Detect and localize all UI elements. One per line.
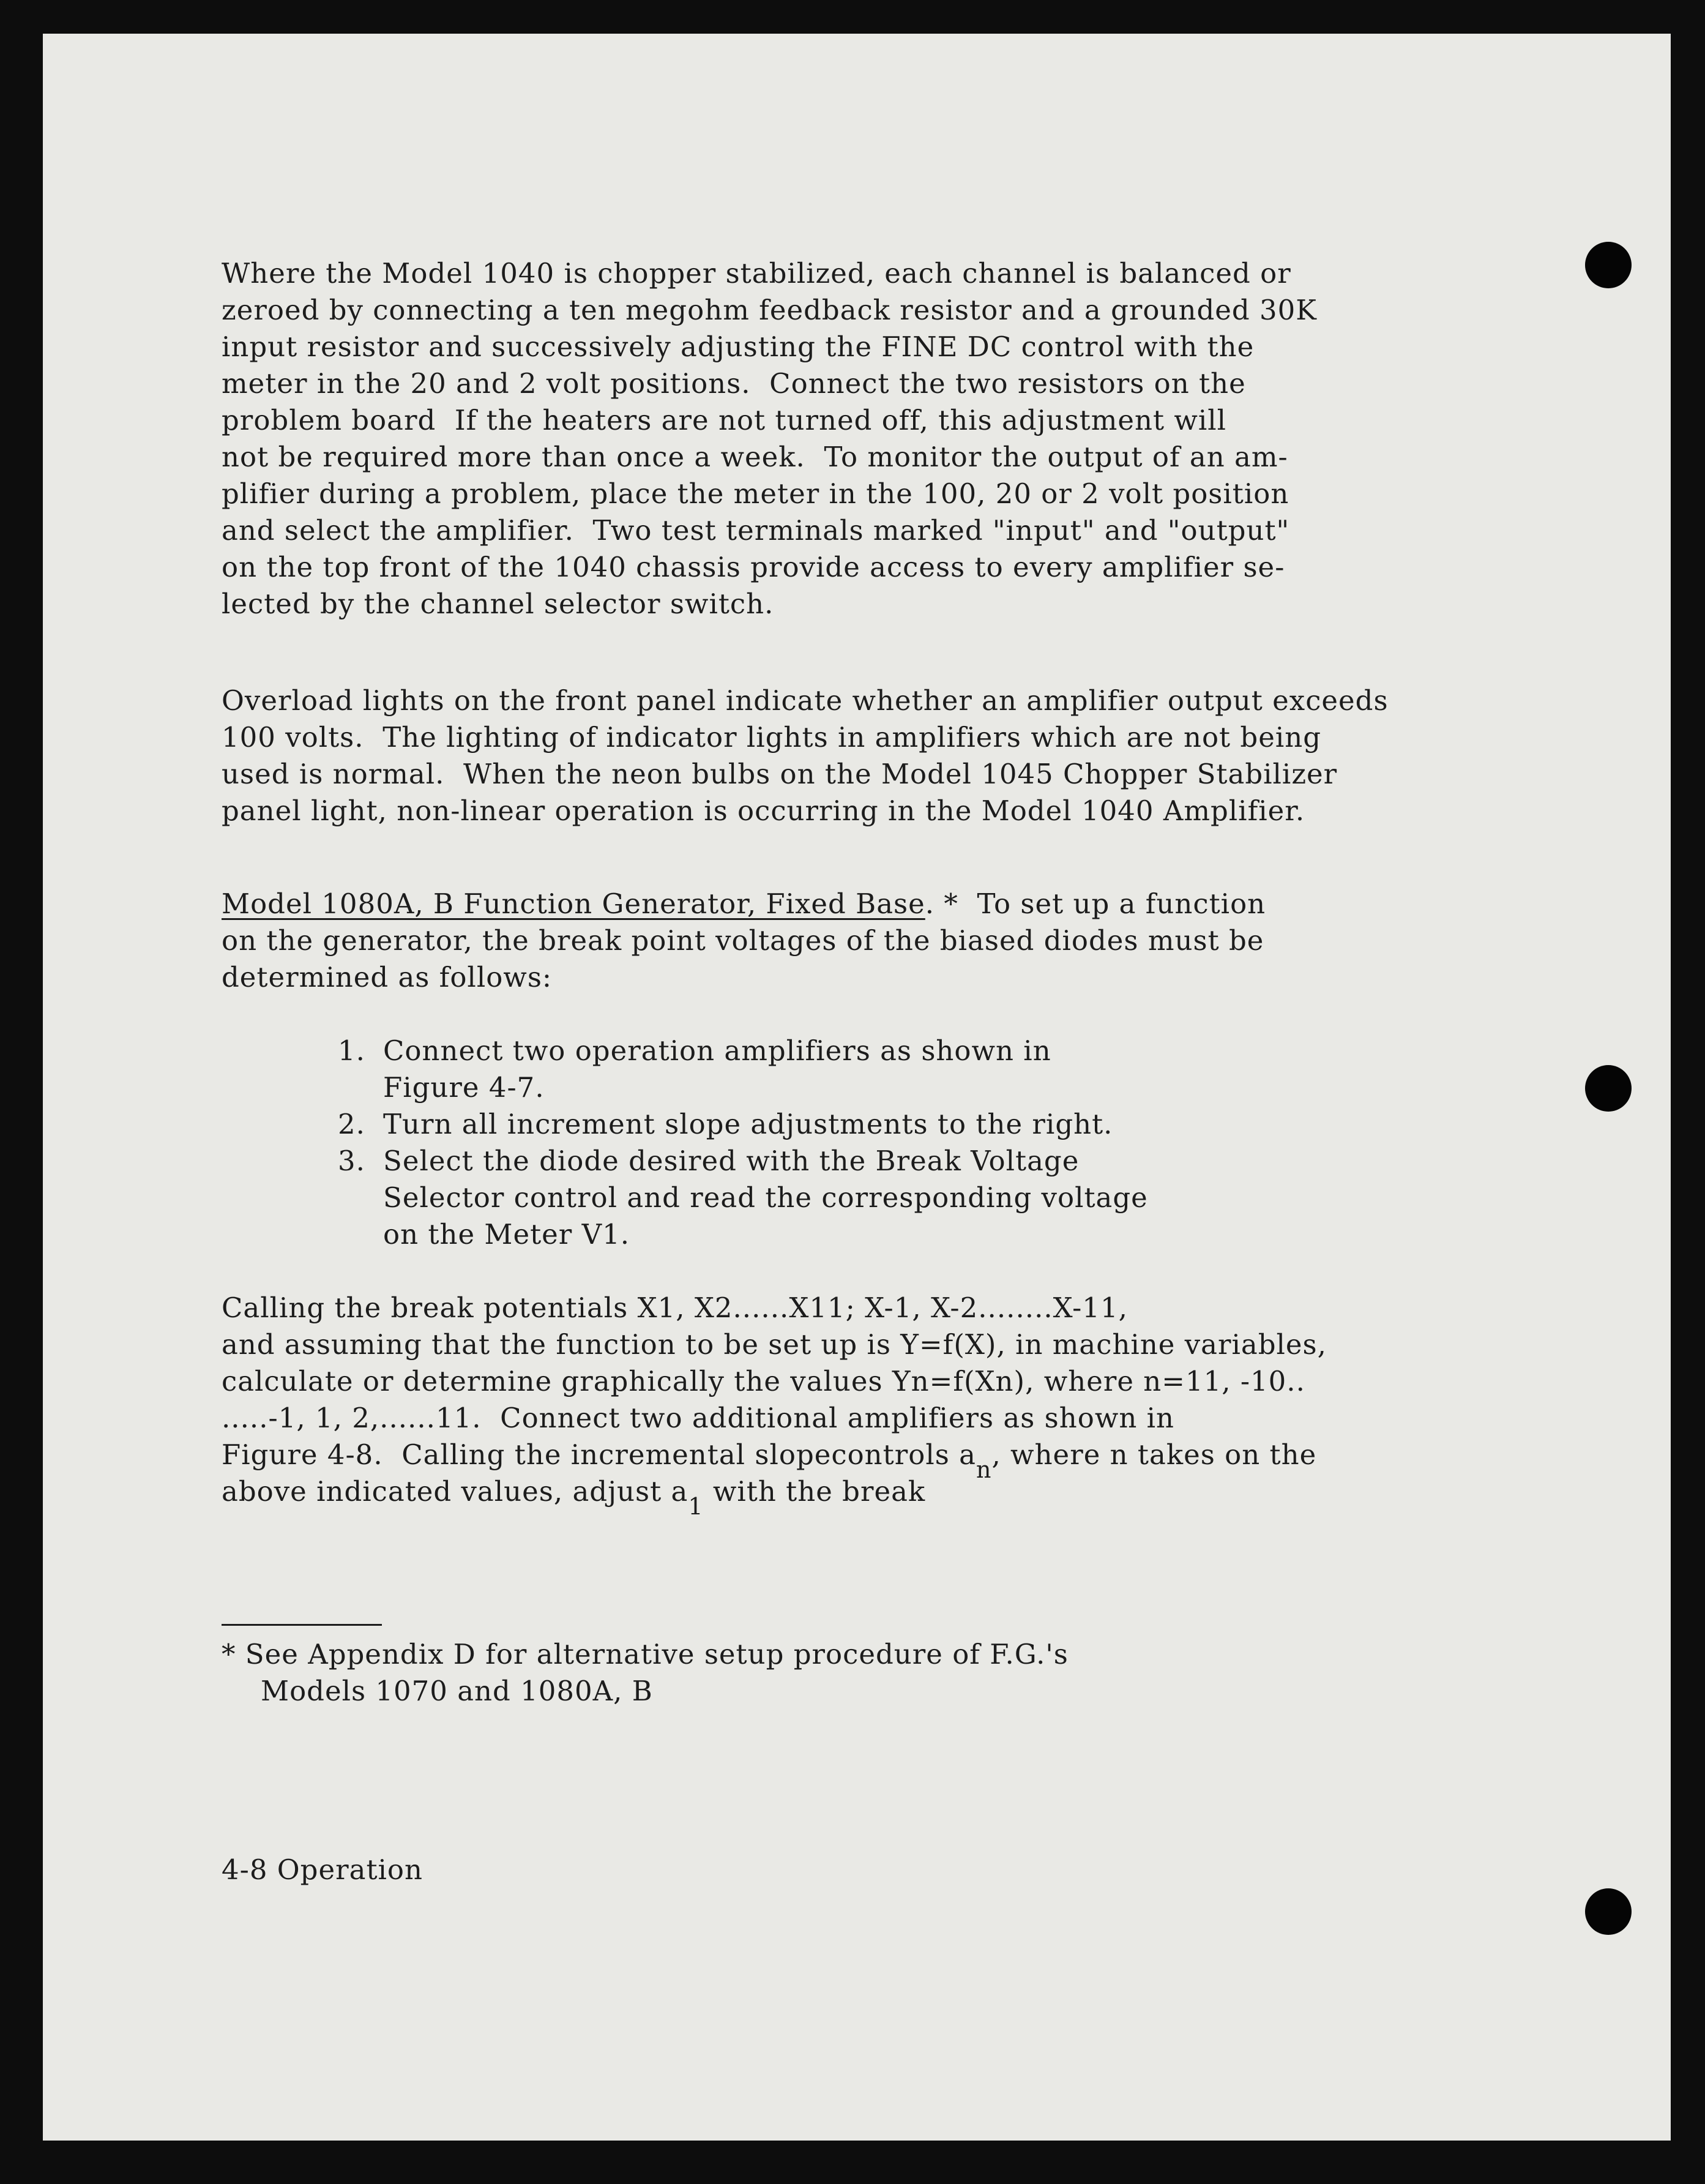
text-fragment: Figure 4-8. Calling the incremental slopecontrols a xyxy=(222,1438,976,1471)
step-text: Selector control and read the corresponding voltage xyxy=(383,1181,1148,1214)
section-heading: Model 1080A, B Function Generator, Fixed Base xyxy=(222,888,925,920)
text-line: problem board If the heaters are not turned off, this adjustment will xyxy=(222,404,1227,436)
text-line: determined as follows: xyxy=(222,961,553,993)
text-line: calculate or determine graphically the values Yn=f(Xn), where n=11, -10.. xyxy=(222,1365,1305,1397)
text-line xyxy=(222,1473,926,1520)
footnote xyxy=(222,1636,1446,1716)
text-line: Overload lights on the front panel indicate whether an amplifier output exceeds xyxy=(222,684,1389,717)
text-line: .....-1, 1, 2,......11. Connect two additional amplifiers as shown in xyxy=(222,1402,1174,1434)
text-line: Calling the break potentials X1, X2......X11; X-1, X-2........X-11, xyxy=(222,1292,1128,1324)
step-text: Connect two operation amplifiers as shown in xyxy=(383,1034,1051,1067)
text-line: not be required more than once a week. To monitor the output of an am- xyxy=(222,441,1288,473)
text-line xyxy=(222,886,1266,922)
text-line: and assuming that the function to be set up is Y=f(X), in machine variables, xyxy=(222,1328,1327,1361)
step-text: on the Meter V1. xyxy=(383,1218,630,1251)
footnote-line: * See Appendix D for alternative setup procedure of F.G.'s xyxy=(222,1638,1069,1670)
step-number: 2. xyxy=(338,1108,365,1140)
step-text: Figure 4-7. xyxy=(383,1071,545,1104)
text-fragment: above indicated values, adjust a xyxy=(222,1475,688,1508)
text-fragment: , where n takes on the xyxy=(991,1438,1317,1471)
text-line xyxy=(222,1437,1317,1483)
text-line: input resistor and successively adjusting the FINE DC control with the xyxy=(222,331,1255,363)
text-line: lected by the channel selector switch. xyxy=(222,588,774,620)
subscript: 1 xyxy=(688,1493,704,1520)
text-line: used is normal. When the neon bulbs on the Model 1045 Chopper Stabilizer xyxy=(222,758,1338,790)
document-page xyxy=(43,34,1671,2141)
text-line: meter in the 20 and 2 volt positions. Connect the two resistors on the xyxy=(222,367,1246,400)
subscript: n xyxy=(976,1456,992,1483)
step-text: Turn all increment slope adjustments to the right. xyxy=(383,1108,1113,1140)
text-line: plifier during a problem, place the meter in the 100, 20 or 2 volt position xyxy=(222,477,1289,510)
step-number: 3. xyxy=(338,1145,365,1177)
footnote-line: Models 1070 and 1080A, B xyxy=(261,1675,653,1707)
text-line: Where the Model 1040 is chopper stabilized, each channel is balanced or xyxy=(222,257,1291,290)
step-number: 1. xyxy=(338,1034,365,1067)
heading-rest: . * To set up a function xyxy=(925,888,1266,920)
text-line: on the generator, the break point voltages of the biased diodes must be xyxy=(222,924,1264,957)
footnote-rule xyxy=(222,1624,382,1626)
text-line: 100 volts. The lighting of indicator lights in amplifiers which are not being xyxy=(222,721,1322,754)
step-text: Select the diode desired with the Break Voltage xyxy=(383,1145,1080,1177)
page-label: 4-8 Operation xyxy=(222,1853,423,1886)
text-fragment: with the break xyxy=(703,1475,926,1508)
text-line: and select the amplifier. Two test terminals marked "input" and "output" xyxy=(222,514,1290,547)
text-line: panel light, non-linear operation is occurring in the Model 1040 Amplifier. xyxy=(222,795,1305,827)
text-line: on the top front of the 1040 chassis provide access to every amplifier se- xyxy=(222,551,1285,583)
text-line: zeroed by connecting a ten megohm feedback resistor and a grounded 30K xyxy=(222,294,1317,326)
